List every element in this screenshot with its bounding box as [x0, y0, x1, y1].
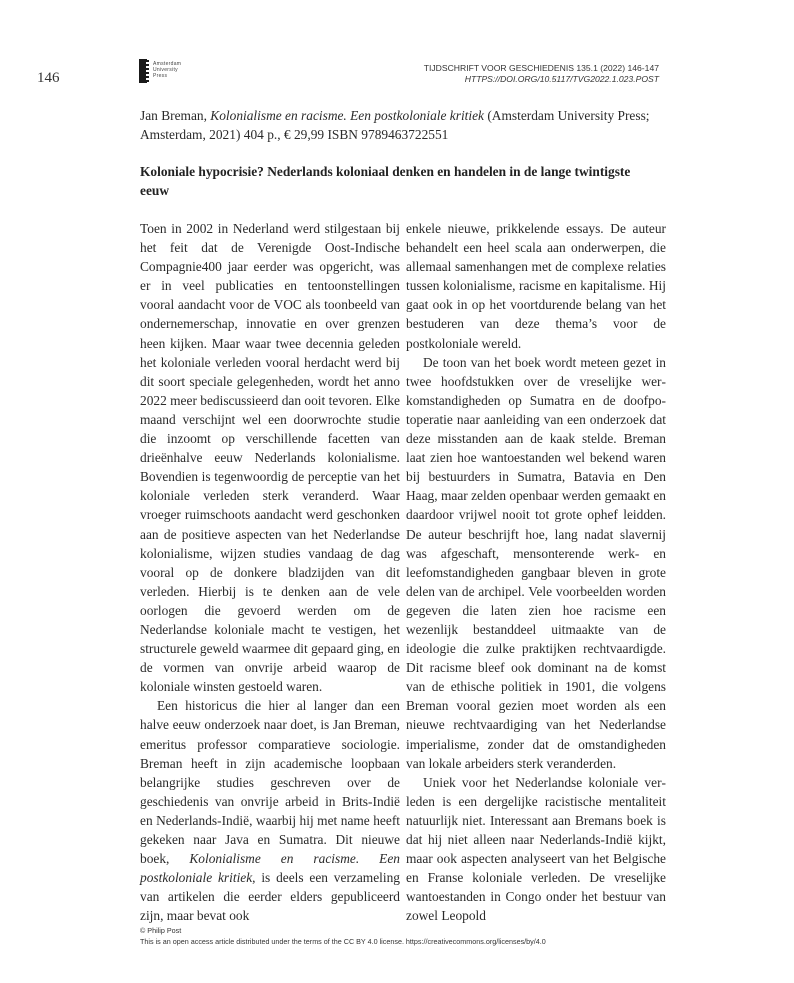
- aup-logo-icon: [139, 59, 147, 83]
- logo-line-1: Amsterdam: [153, 61, 182, 67]
- paragraph-text: Een historicus die hier al langer dan een halve eeuw onderzoek naar doet, is Jan Breman, emeritus professor comparatieve sociologie. Breman heeft in zijn academische loopbaan belangrijke studies geschreven over de geschiedenis van onvrije arbeid in Brits-Indië en Nederlands-Indië, waarbij hij met name heeft gekeken naar Java en Sumatra. Dit nieuwe boek,: [140, 698, 400, 867]
- footer: [140, 925, 546, 947]
- book-citation: [140, 106, 665, 144]
- paragraph: enkele nieuwe, prikkelende essays. De auteur behandelt een heel scala aan onderwerpen, die allemaal samenhangen met de complexe relaties tussen kolonialisme, racisme en kapitalisme. Hij gaat ook in op het voortdurende belang van het bestuderen van deze thema’s voor de postkoloniale wereld.: [406, 221, 666, 351]
- logo-line-2: University: [153, 67, 178, 73]
- paragraph: [140, 696, 400, 925]
- copyright-notice: © Philip Post: [140, 926, 182, 935]
- citation-book-title: Kolonialisme en racisme. Een postkoloniale kritiek: [210, 108, 484, 123]
- book-title-inline: Kolonialisme en racisme. Een postkoloniale kritiek: [140, 851, 400, 886]
- paragraph: Toen in 2002 in Nederland werd stilgestaan bij het feit dat de Verenigde Oost-Indische Compagnie400 jaar eerder was opgericht, was er in veel publicaties en tentoonstellingen vooral aandacht voor de VOC als toonbeeld van ondernemerschap, innovatie en over grenzen heen kijken. Maar waar twee decennia geleden het koloniale verleden vooral herdacht werd bij dit soort speciale gelegenheden, wordt het anno 2022 meer bediscussieerd dan ooit tevoren. Elke maand verschijnt wel een doorwrochte studie die inzoomt op verschillende facetten van drieënhalve eeuw Nederlands kolonialisme. Bovendien is tegenwoordig de perceptie van het koloniale verleden sterk veranderd. Waar vroeger ruimschoots aandacht werd geschonken aan de positieve aspecten van het Nederlandse kolonialisme, wijzen studies vandaag de dag vooral op de donkere bladzijden van dit verleden. Hierbij is te denken aan de vele oorlogen die gevoerd werden om de Nederlandse koloniale macht te vestigen, het structurele geweld waarmee dit gepaard ging, en de vormen van onvrije arbeid waarop de koloniale winsten gestoeld waren.: [140, 221, 400, 695]
- journal-citation: TIJDSCHRIFT VOOR GESCHIEDENIS 135.1 (2022) 146-147: [423, 63, 659, 73]
- body-column-left: [140, 219, 400, 925]
- journal-header: [424, 63, 659, 85]
- citation-details: (Amsterdam University Press; Amsterdam, 2021) 404 p., € 29,99 ISBN 9789463722551: [140, 108, 650, 142]
- doi-link[interactable]: HTTPS://DOI.ORG/10.5117/TVG2022.1.023.POST: [464, 74, 659, 84]
- publisher-logo: [139, 59, 181, 83]
- license-notice: This is an open access article distributed under the terms of the CC BY 4.0 license. https://creativecommons.org/licenses/by/4.0: [140, 937, 546, 946]
- paragraph: De toon van het boek wordt meteen gezet in twee hoofdstukken over de vreselijke werkomstandigheden op Sumatra en de doofpotoperatie naar aanleiding van een onderzoek dat deze misstanden aan de kaak stelde. Breman laat zien hoe wantoestanden wel bekend waren bij bestuurders in Sumatra, Batavia en Den Haag, maar zelden openbaar werden gemaakt en daardoor vrijwel nooit tot grote ophef leidden. De auteur beschrijft hoe, lang nadat slavernij was afgeschaft, mensonterende werk- en leefomstandigheden gangbaar bleven in grote delen van de archipel. Vele voorbeelden worden gegeven die laten zien hoe racisme een wezenlijk bestanddeel uitmaakte van de ideologie die zulke praktijken rechtvaardigde. Dit racisme bleef ook dominant na de komst van de ethische politiek in 1901, die volgens Breman vooral gezien moet worden als een nieuwe rechtvaardiging van het Nederlandse imperialisme, zonder dat de omstandigheden van lokale arbeiders sterk veranderden.: [406, 354, 666, 771]
- page-number: 146: [37, 70, 60, 86]
- paragraph: Uniek voor het Nederlandse koloniale verleden is een dergelijke racistische mentaliteit natuurlijk niet. Interessant aan Bremans boek is dat hij niet alleen naar Nederlands-Indië kijkt, maar ook aspecten analyseert van het Belgische en Franse koloniale verleden. De vreselijke wantoestanden in Congo onder het bestuur van zowel Leopold: [406, 774, 666, 924]
- paragraph-text: , is deels een verzameling van artikelen die eerder elders gepubliceerd zijn, maar bevat ook: [140, 870, 400, 924]
- publisher-logo-text: [153, 59, 181, 79]
- body-column-right: [406, 219, 666, 925]
- logo-line-3: Press: [153, 73, 168, 79]
- citation-author: Jan Breman,: [140, 108, 211, 123]
- review-title: Koloniale hypocrisie? Nederlands koloniaal denken en handelen in de lange twintigste eeuw: [140, 164, 631, 198]
